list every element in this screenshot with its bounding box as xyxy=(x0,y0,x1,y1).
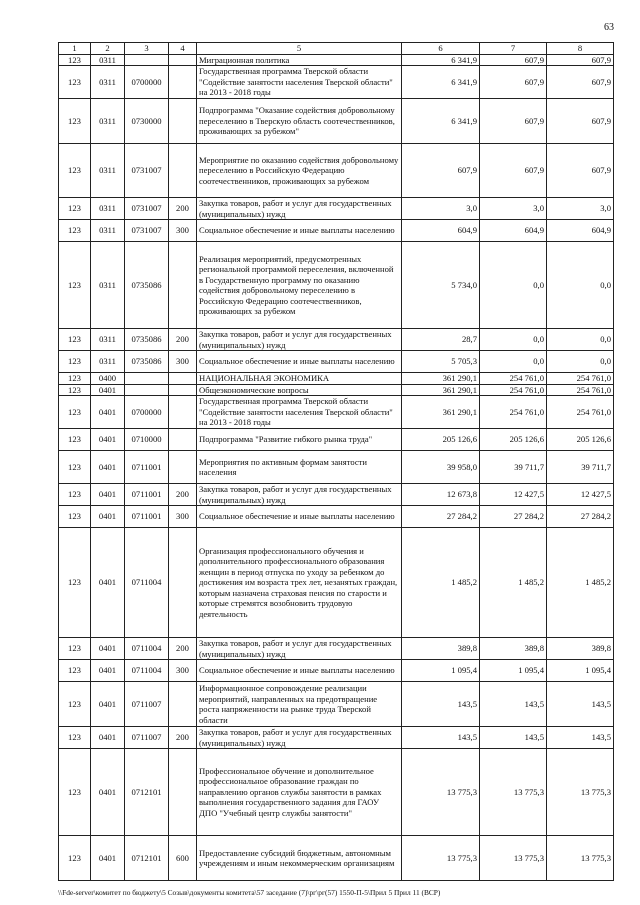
amount-col6-cell: 361 290,1 xyxy=(402,396,480,429)
target-code-cell: 0700000 xyxy=(125,66,169,99)
table-row xyxy=(59,54,614,66)
description-cell: Закупка товаров, работ и услуг для государственных (муниципальных) нужд xyxy=(197,727,402,749)
amount-col8-cell: 607,9 xyxy=(547,99,614,144)
table-row xyxy=(59,836,614,881)
expense-type-cell: 200 xyxy=(169,329,197,351)
target-code-cell: 0735086 xyxy=(125,242,169,329)
amount-col8-cell: 39 711,7 xyxy=(547,451,614,484)
amount-col8-cell: 1 095,4 xyxy=(547,660,614,682)
description-cell: Подпрограмма "Оказание содействия добровольному переселению в Тверскую область соотечественников, проживающих за рубежом" xyxy=(197,99,402,144)
section-code-cell: 0311 xyxy=(91,66,125,99)
column-header: 3 xyxy=(125,43,169,55)
amount-col6-cell: 39 958,0 xyxy=(402,451,480,484)
section-code-cell: 0401 xyxy=(91,528,125,638)
target-code-cell: 0711001 xyxy=(125,506,169,528)
admin-code-cell: 123 xyxy=(59,54,91,66)
amount-col7-cell: 0,0 xyxy=(480,351,547,373)
description-cell: Мероприятие по оказанию содействия добровольному переселению в Российскую Федерацию соотечественников, проживающих за рубежом xyxy=(197,144,402,198)
admin-code-cell: 123 xyxy=(59,429,91,451)
section-code-cell: 0401 xyxy=(91,727,125,749)
admin-code-cell: 123 xyxy=(59,329,91,351)
amount-col6-cell: 143,5 xyxy=(402,727,480,749)
admin-code-cell: 123 xyxy=(59,198,91,220)
section-code-cell: 0311 xyxy=(91,198,125,220)
description-cell: Социальное обеспечение и иные выплаты населению xyxy=(197,351,402,373)
amount-col7-cell: 1 485,2 xyxy=(480,528,547,638)
amount-col6-cell: 12 673,8 xyxy=(402,484,480,506)
column-header: 2 xyxy=(91,43,125,55)
section-code-cell: 0401 xyxy=(91,638,125,660)
amount-col7-cell: 604,9 xyxy=(480,220,547,242)
section-code-cell: 0311 xyxy=(91,220,125,242)
admin-code-cell: 123 xyxy=(59,528,91,638)
table-row xyxy=(59,329,614,351)
description-cell: Организация профессионального обучения и дополнительного профессионального образования женщин в период отпуска по уходу за ребенком до достижения им возраста трех лет, незанятых граждан, которым назначена страховая пенсия по старости и которые стремятся возобновить трудовую деятельность xyxy=(197,528,402,638)
section-code-cell: 0401 xyxy=(91,682,125,727)
table-row xyxy=(59,99,614,144)
column-number-row xyxy=(59,43,614,55)
expense-type-cell: 300 xyxy=(169,506,197,528)
section-code-cell: 0311 xyxy=(91,54,125,66)
expense-type-cell xyxy=(169,373,197,385)
amount-col7-cell: 13 775,3 xyxy=(480,749,547,836)
target-code-cell: 0735086 xyxy=(125,329,169,351)
admin-code-cell: 123 xyxy=(59,220,91,242)
section-code-cell: 0311 xyxy=(91,242,125,329)
amount-col6-cell: 389,8 xyxy=(402,638,480,660)
amount-col7-cell: 3,0 xyxy=(480,198,547,220)
amount-col6-cell: 1 485,2 xyxy=(402,528,480,638)
section-code-cell: 0311 xyxy=(91,329,125,351)
amount-col6-cell: 28,7 xyxy=(402,329,480,351)
admin-code-cell: 123 xyxy=(59,484,91,506)
expense-type-cell xyxy=(169,682,197,727)
amount-col8-cell: 205 126,6 xyxy=(547,429,614,451)
table-row xyxy=(59,451,614,484)
table-row xyxy=(59,727,614,749)
amount-col7-cell: 39 711,7 xyxy=(480,451,547,484)
admin-code-cell: 123 xyxy=(59,638,91,660)
table-row xyxy=(59,198,614,220)
target-code-cell: 0711001 xyxy=(125,451,169,484)
expense-type-cell xyxy=(169,54,197,66)
amount-col6-cell: 361 290,1 xyxy=(402,373,480,385)
file-path-footer: \\Fde-server\комитет по бюджету\5 Созыв\документы комитета\57 заседание (7)\рг\рг(57) 1550-П-5\Прил 5 Прил 11 (ВСР) xyxy=(58,888,441,897)
amount-col7-cell: 389,8 xyxy=(480,638,547,660)
amount-col8-cell: 1 485,2 xyxy=(547,528,614,638)
amount-col8-cell: 143,5 xyxy=(547,727,614,749)
amount-col8-cell: 604,9 xyxy=(547,220,614,242)
expense-type-cell xyxy=(169,749,197,836)
admin-code-cell: 123 xyxy=(59,144,91,198)
amount-col8-cell: 254 761,0 xyxy=(547,373,614,385)
target-code-cell: 0711007 xyxy=(125,727,169,749)
amount-col8-cell: 13 775,3 xyxy=(547,749,614,836)
description-cell: Государственная программа Тверской области "Содействие занятости населения Тверской области" на 2013 - 2018 годы xyxy=(197,396,402,429)
amount-col6-cell: 5 734,0 xyxy=(402,242,480,329)
expense-type-cell xyxy=(169,451,197,484)
admin-code-cell: 123 xyxy=(59,99,91,144)
admin-code-cell: 123 xyxy=(59,727,91,749)
description-cell: Закупка товаров, работ и услуг для государственных (муниципальных) нужд xyxy=(197,638,402,660)
amount-col8-cell: 607,9 xyxy=(547,144,614,198)
admin-code-cell: 123 xyxy=(59,396,91,429)
expense-type-cell: 200 xyxy=(169,727,197,749)
page-number: 63 xyxy=(604,22,614,33)
column-header: 8 xyxy=(547,43,614,55)
amount-col8-cell: 0,0 xyxy=(547,242,614,329)
expense-type-cell xyxy=(169,384,197,396)
expense-type-cell: 300 xyxy=(169,660,197,682)
amount-col8-cell: 389,8 xyxy=(547,638,614,660)
expense-type-cell: 600 xyxy=(169,836,197,881)
expense-type-cell xyxy=(169,66,197,99)
expense-type-cell: 300 xyxy=(169,220,197,242)
amount-col6-cell: 6 341,9 xyxy=(402,54,480,66)
amount-col6-cell: 361 290,1 xyxy=(402,384,480,396)
amount-col6-cell: 27 284,2 xyxy=(402,506,480,528)
amount-col7-cell: 607,9 xyxy=(480,54,547,66)
amount-col7-cell: 1 095,4 xyxy=(480,660,547,682)
admin-code-cell: 123 xyxy=(59,682,91,727)
admin-code-cell: 123 xyxy=(59,373,91,385)
target-code-cell xyxy=(125,54,169,66)
admin-code-cell: 123 xyxy=(59,506,91,528)
amount-col6-cell: 604,9 xyxy=(402,220,480,242)
expense-type-cell xyxy=(169,528,197,638)
column-header: 4 xyxy=(169,43,197,55)
amount-col7-cell: 607,9 xyxy=(480,99,547,144)
description-cell: Подпрограмма "Развитие гибкого рынка труда" xyxy=(197,429,402,451)
column-header: 5 xyxy=(197,43,402,55)
section-code-cell: 0401 xyxy=(91,836,125,881)
amount-col6-cell: 1 095,4 xyxy=(402,660,480,682)
section-code-cell: 0401 xyxy=(91,396,125,429)
target-code-cell: 0711001 xyxy=(125,484,169,506)
amount-col7-cell: 27 284,2 xyxy=(480,506,547,528)
admin-code-cell: 123 xyxy=(59,451,91,484)
amount-col8-cell: 0,0 xyxy=(547,351,614,373)
amount-col6-cell: 5 705,3 xyxy=(402,351,480,373)
target-code-cell: 0711004 xyxy=(125,638,169,660)
expense-type-cell: 300 xyxy=(169,351,197,373)
amount-col6-cell: 607,9 xyxy=(402,144,480,198)
amount-col7-cell: 607,9 xyxy=(480,144,547,198)
target-code-cell: 0711004 xyxy=(125,660,169,682)
description-cell: Закупка товаров, работ и услуг для государственных (муниципальных) нужд xyxy=(197,484,402,506)
section-code-cell: 0401 xyxy=(91,506,125,528)
amount-col7-cell: 143,5 xyxy=(480,682,547,727)
section-code-cell: 0401 xyxy=(91,484,125,506)
description-cell: Закупка товаров, работ и услуг для государственных (муниципальных) нужд xyxy=(197,198,402,220)
section-code-cell: 0401 xyxy=(91,384,125,396)
column-header: 1 xyxy=(59,43,91,55)
amount-col7-cell: 12 427,5 xyxy=(480,484,547,506)
section-code-cell: 0400 xyxy=(91,373,125,385)
amount-col7-cell: 254 761,0 xyxy=(480,373,547,385)
description-cell: Социальное обеспечение и иные выплаты населению xyxy=(197,220,402,242)
amount-col7-cell: 205 126,6 xyxy=(480,429,547,451)
amount-col6-cell: 143,5 xyxy=(402,682,480,727)
table-row xyxy=(59,144,614,198)
amount-col8-cell: 607,9 xyxy=(547,54,614,66)
amount-col7-cell: 254 761,0 xyxy=(480,384,547,396)
section-code-cell: 0311 xyxy=(91,144,125,198)
admin-code-cell: 123 xyxy=(59,836,91,881)
admin-code-cell: 123 xyxy=(59,660,91,682)
table-row xyxy=(59,749,614,836)
section-code-cell: 0401 xyxy=(91,749,125,836)
target-code-cell: 0731007 xyxy=(125,144,169,198)
budget-table xyxy=(58,42,614,881)
description-cell: Государственная программа Тверской области "Содействие занятости населения Тверской области" на 2013 - 2018 годы xyxy=(197,66,402,99)
amount-col6-cell: 205 126,6 xyxy=(402,429,480,451)
amount-col6-cell: 13 775,3 xyxy=(402,749,480,836)
amount-col8-cell: 254 761,0 xyxy=(547,384,614,396)
table-row xyxy=(59,384,614,396)
amount-col7-cell: 254 761,0 xyxy=(480,396,547,429)
admin-code-cell: 123 xyxy=(59,384,91,396)
table-row xyxy=(59,242,614,329)
target-code-cell: 0711004 xyxy=(125,528,169,638)
description-cell: НАЦИОНАЛЬНАЯ ЭКОНОМИКА xyxy=(197,373,402,385)
expense-type-cell: 200 xyxy=(169,638,197,660)
description-cell: Общеэкономические вопросы xyxy=(197,384,402,396)
table-row xyxy=(59,528,614,638)
amount-col6-cell: 6 341,9 xyxy=(402,99,480,144)
section-code-cell: 0401 xyxy=(91,660,125,682)
table-row xyxy=(59,506,614,528)
table-row xyxy=(59,484,614,506)
amount-col7-cell: 607,9 xyxy=(480,66,547,99)
table-row xyxy=(59,351,614,373)
target-code-cell xyxy=(125,373,169,385)
table-row xyxy=(59,429,614,451)
description-cell: Социальное обеспечение и иные выплаты населению xyxy=(197,660,402,682)
target-code-cell: 0735086 xyxy=(125,351,169,373)
amount-col8-cell: 27 284,2 xyxy=(547,506,614,528)
expense-type-cell: 200 xyxy=(169,198,197,220)
table-row xyxy=(59,220,614,242)
amount-col8-cell: 254 761,0 xyxy=(547,396,614,429)
description-cell: Мероприятия по активным формам занятости населения xyxy=(197,451,402,484)
section-code-cell: 0311 xyxy=(91,99,125,144)
target-code-cell: 0710000 xyxy=(125,429,169,451)
table-row xyxy=(59,66,614,99)
table-row xyxy=(59,638,614,660)
target-code-cell: 0730000 xyxy=(125,99,169,144)
column-header: 6 xyxy=(402,43,480,55)
section-code-cell: 0401 xyxy=(91,451,125,484)
description-cell: Закупка товаров, работ и услуг для государственных (муниципальных) нужд xyxy=(197,329,402,351)
target-code-cell: 0712101 xyxy=(125,836,169,881)
expense-type-cell: 200 xyxy=(169,484,197,506)
target-code-cell: 0711007 xyxy=(125,682,169,727)
description-cell: Реализация мероприятий, предусмотренных региональной программой переселения, включенной в Государственную программу по оказанию содействия добровольному переселению в Российскую Федерацию соотечественников, проживающих за рубежом xyxy=(197,242,402,329)
expense-type-cell xyxy=(169,144,197,198)
amount-col6-cell: 13 775,3 xyxy=(402,836,480,881)
amount-col7-cell: 0,0 xyxy=(480,242,547,329)
table-row xyxy=(59,373,614,385)
target-code-cell: 0731007 xyxy=(125,220,169,242)
table-row xyxy=(59,660,614,682)
amount-col8-cell: 607,9 xyxy=(547,66,614,99)
admin-code-cell: 123 xyxy=(59,242,91,329)
table-row xyxy=(59,682,614,727)
amount-col7-cell: 143,5 xyxy=(480,727,547,749)
expense-type-cell xyxy=(169,99,197,144)
description-cell: Предоставление субсидий бюджетным, автономным учреждениям и иным некоммерческим организациям xyxy=(197,836,402,881)
expense-type-cell xyxy=(169,396,197,429)
description-cell: Миграционная политика xyxy=(197,54,402,66)
column-header: 7 xyxy=(480,43,547,55)
description-cell: Социальное обеспечение и иные выплаты населению xyxy=(197,506,402,528)
table-row xyxy=(59,396,614,429)
amount-col8-cell: 0,0 xyxy=(547,329,614,351)
admin-code-cell: 123 xyxy=(59,351,91,373)
target-code-cell xyxy=(125,384,169,396)
section-code-cell: 0401 xyxy=(91,429,125,451)
admin-code-cell: 123 xyxy=(59,66,91,99)
target-code-cell: 0700000 xyxy=(125,396,169,429)
amount-col6-cell: 6 341,9 xyxy=(402,66,480,99)
amount-col6-cell: 3,0 xyxy=(402,198,480,220)
description-cell: Информационное сопровождение реализации мероприятий, направленных на предотвращение роста напряженности на рынке труда Тверской области xyxy=(197,682,402,727)
amount-col7-cell: 0,0 xyxy=(480,329,547,351)
target-code-cell: 0731007 xyxy=(125,198,169,220)
amount-col8-cell: 143,5 xyxy=(547,682,614,727)
description-cell: Профессиональное обучение и дополнительное профессиональное образование граждан по направлению органов службы занятости в рамках выполнения государственного задания для ГАОУ ДПО "Учебный центр службы занятости" xyxy=(197,749,402,836)
expense-type-cell xyxy=(169,242,197,329)
amount-col8-cell: 12 427,5 xyxy=(547,484,614,506)
amount-col8-cell: 3,0 xyxy=(547,198,614,220)
section-code-cell: 0311 xyxy=(91,351,125,373)
amount-col7-cell: 13 775,3 xyxy=(480,836,547,881)
expense-type-cell xyxy=(169,429,197,451)
admin-code-cell: 123 xyxy=(59,749,91,836)
target-code-cell: 0712101 xyxy=(125,749,169,836)
amount-col8-cell: 13 775,3 xyxy=(547,836,614,881)
